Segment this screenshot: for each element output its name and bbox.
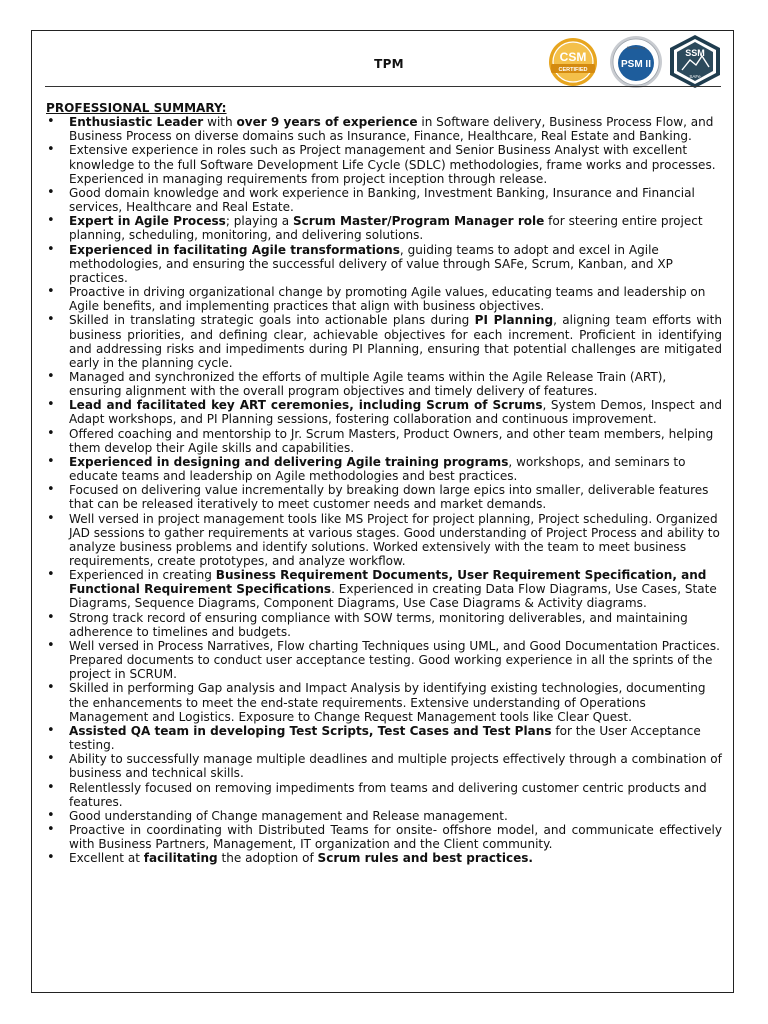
summary-item-text: Offered coaching and mentorship to Jr. Scrum Masters, Product Owners, and other team members, helping them develop their Agile skills and capabilities. bbox=[69, 426, 714, 455]
summary-list bbox=[46, 115, 722, 865]
summary-item-text: , aligning team efforts with business priorities, and defining clear, achievable objectives for each increment. Proficient in identifying and addressing risks and impediments during PI Planning, ensuring that potential challenges are mitigated early in the planning cycle. bbox=[69, 313, 722, 370]
page-title: TPM bbox=[374, 57, 404, 71]
summary-item bbox=[46, 427, 722, 455]
summary-item bbox=[46, 186, 722, 214]
summary-item bbox=[46, 455, 722, 483]
summary-item-text: Extensive experience in roles such as Project management and Senior Business Analyst with excellent knowledge to the full Software Development Life Cycle (SDLC) methodologies, frame works and processes. Experienced in managing requirements from project inception through release. bbox=[69, 143, 716, 186]
summary-item-text: Proactive in coordinating with Distributed Teams for onsite- offshore model, and communicate effectively with Business Partners, Management, IT organization and the Client community. bbox=[69, 822, 722, 852]
summary-item-bold-text: Lead and facilitated key ART ceremonies, including Scrum of Scrums bbox=[69, 398, 543, 413]
csm-certified-label: CERTIFIED bbox=[558, 67, 588, 73]
summary-item bbox=[46, 115, 722, 143]
summary-item-text: Well versed in project management tools like MS Project for project planning, Project scheduling. Organized JAD sessions to gather requirements at various stages. Good understanding of Project Process and ability to analyze business problems and identify solutions. Worked extensively with the team to meet business requirements, create prototypes, and analyze workflow. bbox=[69, 511, 720, 568]
summary-item-text: Proactive in driving organizational change by promoting Agile values, educating teams and leadership on Agile benefits, and implementing practices that align with business objectives. bbox=[69, 285, 706, 314]
summary-item-text: Experienced in creating bbox=[69, 568, 216, 583]
summary-item bbox=[46, 809, 722, 823]
summary-item-text: the adoption of bbox=[217, 851, 318, 866]
summary-item-bold-text: PI Planning bbox=[474, 313, 554, 328]
summary-item-bold-text: over 9 years of experience bbox=[236, 115, 418, 130]
summary-item-text: Well versed in Process Narratives, Flow charting Techniques using UML, and Good Documentation Practices. Prepared documents to conduct user acceptance testing. Good working experience in all the sprints of the project in SCRUM. bbox=[69, 638, 720, 682]
summary-item-text: Ability to successfully manage multiple deadlines and multiple projects effectively through a combination of business and technical skills. bbox=[69, 752, 722, 781]
summary-item-bold-text: Expert in Agile Process bbox=[69, 214, 226, 229]
summary-item-text: Managed and synchronized the efforts of multiple Agile teams within the Agile Release Train (ART), ensuring alignment with the overall program objectives and timely delivery of features. bbox=[69, 369, 667, 399]
summary-item bbox=[46, 752, 722, 780]
summary-item-text: Focused on delivering value incrementally by breaking down large epics into smaller, deliverable features that can be released iteratively to meet customer needs and market demands. bbox=[69, 483, 709, 512]
summary-item bbox=[46, 724, 722, 752]
summary-item-text: ; playing a bbox=[225, 214, 293, 229]
professional-summary-section bbox=[46, 101, 722, 865]
summary-item bbox=[46, 214, 722, 242]
summary-item bbox=[46, 823, 722, 851]
summary-item bbox=[46, 781, 722, 809]
summary-item bbox=[46, 483, 722, 511]
summary-item bbox=[46, 313, 722, 370]
summary-item-text: Relentlessly focused on removing impediments from teams and delivering customer centric products and features. bbox=[69, 780, 707, 809]
psm-label: PSM II bbox=[620, 59, 652, 70]
summary-item bbox=[46, 143, 722, 185]
ssm-sub-label: SAFe bbox=[689, 74, 701, 79]
summary-item bbox=[46, 370, 722, 398]
ssm-certification-badge bbox=[668, 34, 722, 89]
summary-item-text: in Software delivery, Business Process Flow, and Business Process on diverse domains such as Insurance, Finance, Healthcare, Real Estate and Banking. bbox=[69, 115, 714, 144]
header-divider bbox=[45, 86, 721, 87]
section-heading: PROFESSIONAL SUMMARY: bbox=[46, 101, 227, 115]
summary-item bbox=[46, 398, 722, 426]
ssm-label: SSM bbox=[685, 48, 705, 58]
summary-item-text: Skilled in performing Gap analysis and Impact Analysis by identifying existing technologies, documenting the enhancements to meet the end-state requirements. Extensive understanding of Operations Management and Logistics. Exposure to Change Request Management tools like Clear Quest. bbox=[69, 681, 706, 724]
psm-brand-label: Scrum.org bbox=[626, 45, 646, 50]
summary-item-bold-text: Experienced in designing and delivering Agile training programs bbox=[69, 454, 509, 469]
summary-item-text: , System Demos, Inspect and Adapt workshops, and PI Planning sessions, fostering collaboration and continuous improvement. bbox=[69, 398, 722, 427]
csm-certification-badge bbox=[541, 37, 605, 87]
summary-item-text: Good domain knowledge and work experience in Banking, Investment Banking, Insurance and Financial services, Healthcare and Real Estate. bbox=[69, 185, 695, 215]
summary-item-text: for steering entire project planning, scheduling, monitoring, and delivering solutions. bbox=[69, 214, 703, 243]
summary-item-bold-text: facilitating bbox=[143, 851, 218, 866]
summary-item-text: Good understanding of Change management and Release management. bbox=[69, 808, 508, 823]
summary-item-text: for the User Acceptance testing. bbox=[69, 723, 701, 753]
summary-item-bold-text: Enthusiastic Leader bbox=[69, 115, 204, 130]
summary-item-bold-text: Business Requirement Documents, User Requirement Specification, and Functional Requirement Specifications bbox=[69, 568, 707, 597]
ssm-shield-icon bbox=[670, 35, 720, 88]
summary-item bbox=[46, 611, 722, 639]
summary-item-text: . Experienced in creating Data Flow Diagrams, Use Cases, State Diagrams, Sequence Diagrams, Component Diagrams, Use Case Diagrams & Activity diagrams. bbox=[69, 582, 717, 611]
summary-item bbox=[46, 639, 722, 681]
summary-item bbox=[46, 681, 722, 723]
summary-item bbox=[46, 285, 722, 313]
summary-item bbox=[46, 243, 722, 285]
summary-item-text: Strong track record of ensuring compliance with SOW terms, monitoring deliverables, and maintaining adherence to timelines and budgets. bbox=[69, 610, 688, 639]
summary-item-text: with bbox=[203, 115, 237, 130]
csm-label: CSM bbox=[559, 50, 587, 64]
summary-item bbox=[46, 568, 722, 610]
summary-item-text: , workshops, and seminars to educate teams and leadership on Agile methodologies and best practices. bbox=[69, 454, 686, 484]
summary-item bbox=[46, 512, 722, 569]
summary-item-text: , guiding teams to adopt and excel in Agile methodologies, and ensuring the successful delivery of value through SAFe, Scrum, Kanban, and XP practices. bbox=[69, 242, 673, 285]
psm-certification-badge bbox=[609, 35, 663, 89]
summary-item-bold-text: Assisted QA team in developing Test Scripts, Test Cases and Test Plans bbox=[69, 723, 552, 738]
summary-item-text: Skilled in translating strategic goals into actionable plans during bbox=[69, 313, 475, 328]
summary-item-bold-text: Scrum rules and best practices. bbox=[317, 851, 534, 866]
summary-item-text: Excellent at bbox=[69, 851, 144, 866]
summary-item-bold-text: Experienced in facilitating Agile transformations bbox=[69, 242, 400, 257]
summary-item-bold-text: Scrum Master/Program Manager role bbox=[292, 214, 545, 229]
summary-item bbox=[46, 851, 722, 865]
